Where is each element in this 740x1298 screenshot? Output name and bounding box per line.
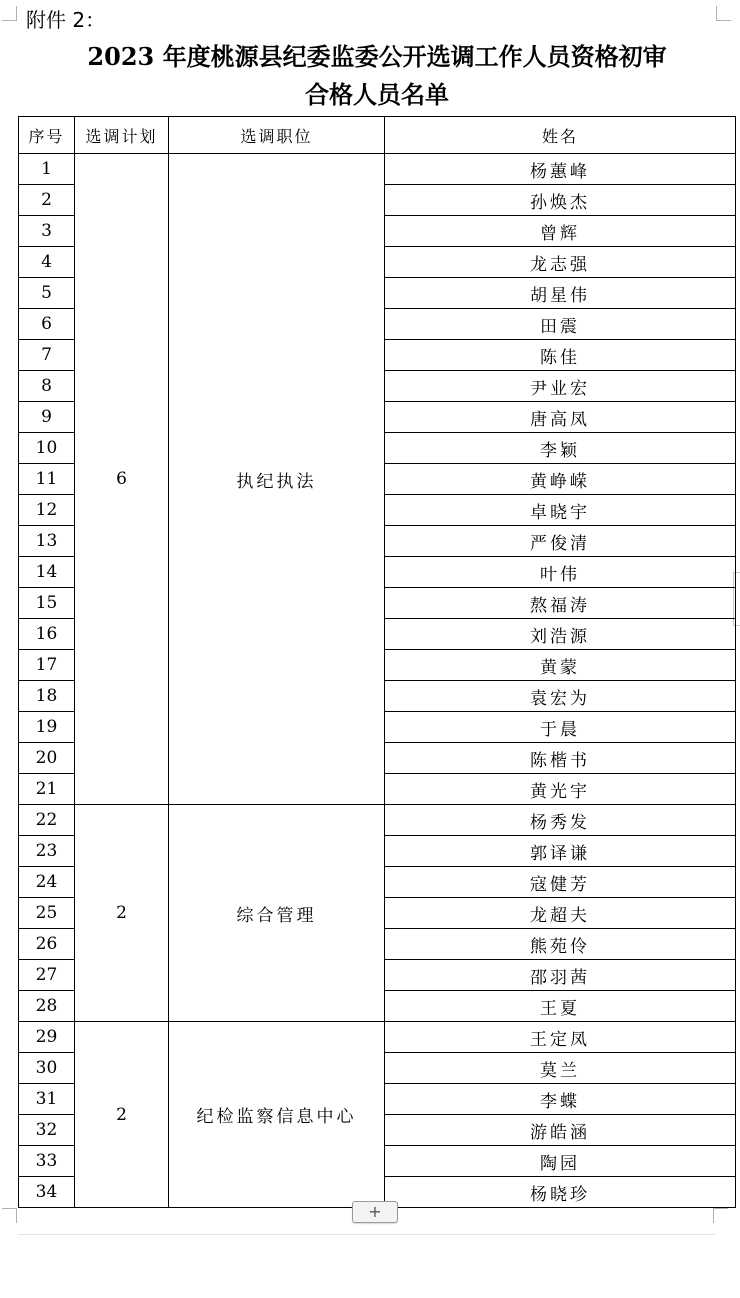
serial-cell: 31 [19,1084,75,1115]
table-row [19,805,736,836]
name-cell: 刘浩源 [385,619,736,650]
serial-cell: 17 [19,650,75,681]
column-header-serial: 序号 [19,117,75,154]
name-cell: 陈楷书 [385,743,736,774]
position-cell: 执纪执法 [169,154,385,805]
name-cell: 龙志强 [385,247,736,278]
serial-cell: 24 [19,867,75,898]
document-title-line2: 合格人员名单 [305,80,449,109]
serial-cell: 13 [19,526,75,557]
name-cell: 郭译谦 [385,836,736,867]
column-header-position: 选调职位 [169,117,385,154]
table-header-row [19,117,736,154]
crop-mark-bottom-right [713,1208,728,1223]
name-cell: 曾辉 [385,216,736,247]
name-cell: 叶伟 [385,557,736,588]
name-cell: 孙焕杰 [385,185,736,216]
serial-cell: 34 [19,1177,75,1208]
name-cell: 胡星伟 [385,278,736,309]
name-cell: 严俊清 [385,526,736,557]
name-cell: 寇健芳 [385,867,736,898]
name-cell: 黄光宇 [385,774,736,805]
serial-cell: 21 [19,774,75,805]
name-cell: 袁宏为 [385,681,736,712]
name-cell: 邵羽茜 [385,960,736,991]
name-cell: 杨秀发 [385,805,736,836]
name-cell: 王夏 [385,991,736,1022]
name-cell: 李颖 [385,433,736,464]
column-header-name: 姓名 [385,117,736,154]
serial-cell: 15 [19,588,75,619]
crop-mark-top-right [716,6,731,21]
name-cell: 王定凤 [385,1022,736,1053]
serial-cell: 2 [19,185,75,216]
serial-cell: 1 [19,154,75,185]
name-cell: 尹业宏 [385,371,736,402]
serial-cell: 9 [19,402,75,433]
plan-cell: 2 [75,805,169,1022]
serial-cell: 30 [19,1053,75,1084]
serial-cell: 19 [19,712,75,743]
serial-cell: 20 [19,743,75,774]
name-cell: 龙超夫 [385,898,736,929]
name-cell: 杨晓珍 [385,1177,736,1208]
serial-cell: 28 [19,991,75,1022]
name-cell: 黄蒙 [385,650,736,681]
crop-mark-top-left [2,6,17,21]
candidate-table [18,116,736,1208]
serial-cell: 22 [19,805,75,836]
add-page-button[interactable]: + [352,1201,398,1223]
position-cell: 综合管理 [169,805,385,1022]
serial-cell: 26 [19,929,75,960]
serial-cell: 25 [19,898,75,929]
name-cell: 熊苑伶 [385,929,736,960]
crop-mark-bottom-left [2,1208,17,1223]
attachment-label: 附件 2： [26,8,106,32]
name-cell: 田震 [385,309,736,340]
table-row [19,154,736,185]
serial-cell: 23 [19,836,75,867]
name-cell: 杨蕙峰 [385,154,736,185]
document-title-line1: 2023 年度桃源县纪委监委公开选调工作人员资格初审 [87,42,667,71]
position-cell: 纪检监察信息中心 [169,1022,385,1208]
page-bottom-edge [18,1234,715,1235]
plan-cell: 2 [75,1022,169,1208]
column-header-plan: 选调计划 [75,117,169,154]
serial-cell: 12 [19,495,75,526]
serial-cell: 7 [19,340,75,371]
serial-cell: 14 [19,557,75,588]
plan-cell: 6 [75,154,169,805]
name-cell: 卓晓宇 [385,495,736,526]
table-body [19,154,736,1208]
serial-cell: 33 [19,1146,75,1177]
serial-cell: 5 [19,278,75,309]
serial-cell: 29 [19,1022,75,1053]
serial-cell: 18 [19,681,75,712]
name-cell: 黄峥嵘 [385,464,736,495]
serial-cell: 8 [19,371,75,402]
name-cell: 游皓涵 [385,1115,736,1146]
name-cell: 陈佳 [385,340,736,371]
name-cell: 熬福涛 [385,588,736,619]
serial-cell: 11 [19,464,75,495]
serial-cell: 4 [19,247,75,278]
name-cell: 唐高凤 [385,402,736,433]
name-cell: 陶园 [385,1146,736,1177]
serial-cell: 3 [19,216,75,247]
serial-cell: 32 [19,1115,75,1146]
serial-cell: 27 [19,960,75,991]
name-cell: 于晨 [385,712,736,743]
serial-cell: 10 [19,433,75,464]
table-row [19,1022,736,1053]
name-cell: 莫兰 [385,1053,736,1084]
serial-cell: 16 [19,619,75,650]
serial-cell: 6 [19,309,75,340]
name-cell: 李蝶 [385,1084,736,1115]
